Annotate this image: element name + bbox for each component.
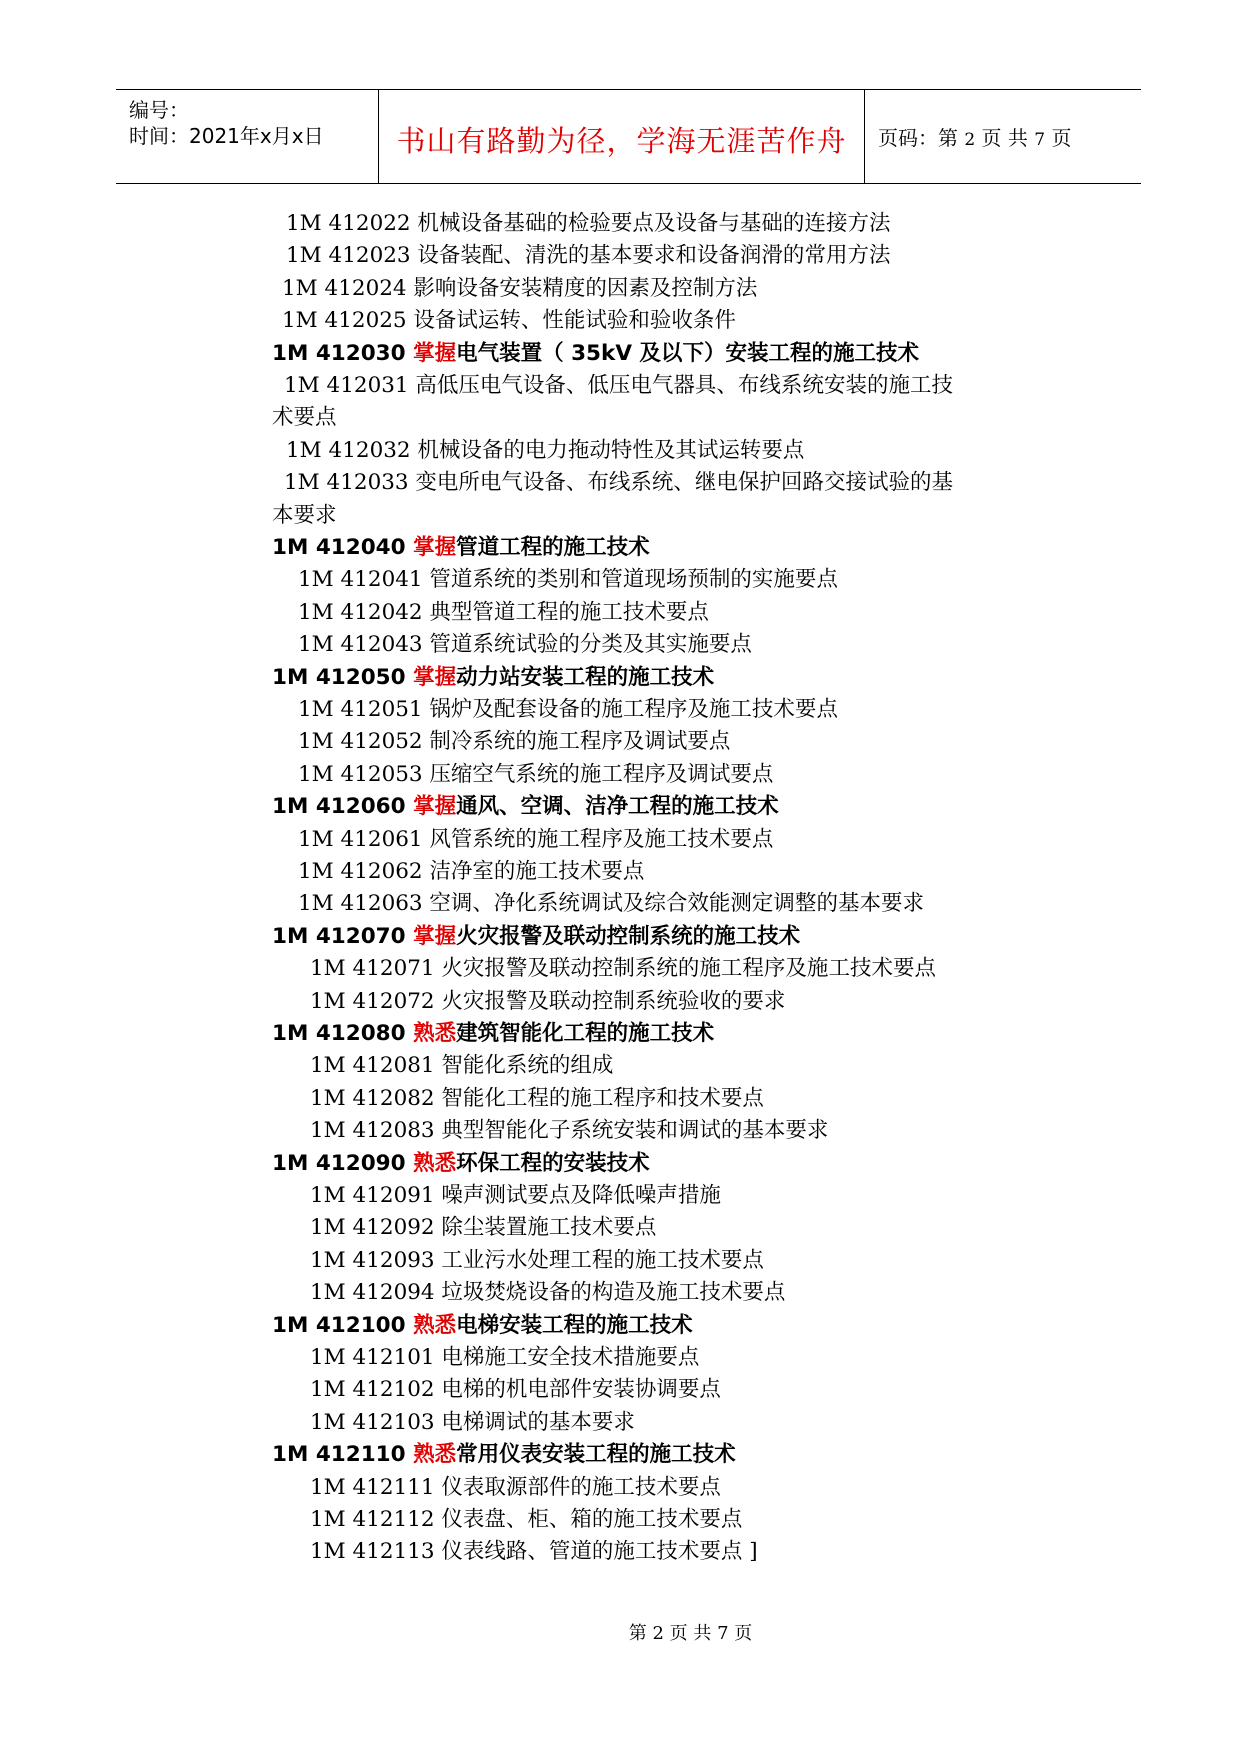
section-heading <box>272 1442 736 1468</box>
outline-item: 1M 412101 电梯施工安全技术措施要点 <box>310 1345 700 1370</box>
outline-item: 1M 412093 工业污水处理工程的施工技术要点 <box>310 1247 764 1273</box>
outline-item: 1M 412061 风管系统的施工程序及施工技术要点 <box>298 826 774 852</box>
outline-item: 1M 412102 电梯的机电部件安装协调要点 <box>310 1377 721 1403</box>
outline-item: 1M 412042 典型管道工程的施工技术要点 <box>298 599 709 625</box>
section-code: 1M 412060 <box>272 794 414 820</box>
section-title: 电梯安装工程的施工技术 <box>456 1312 693 1338</box>
page-current: 2 <box>964 130 976 150</box>
page-footer: 第 2 页 共 7 页 <box>628 1623 753 1644</box>
section-heading <box>272 1021 714 1047</box>
mastery-level: 熟悉 <box>413 1150 457 1176</box>
outline-item: 1M 412043 管道系统试验的分类及其实施要点 <box>298 632 752 658</box>
page-mid: 页 共 <box>981 126 1028 150</box>
mastery-level: 熟悉 <box>413 1312 457 1338</box>
section-heading <box>272 665 714 691</box>
outline-item: 1M 412033 变电所电气设备、布线系统、继电保护回路交接试验的基 <box>284 470 953 496</box>
mastery-level: 掌握 <box>413 664 457 690</box>
section-heading <box>272 535 650 561</box>
section-title: 建筑智能化工程的施工技术 <box>456 1021 715 1046</box>
outline-item: 1M 412052 制冷系统的施工程序及调试要点 <box>298 729 731 755</box>
section-code: 1M 412100 <box>272 1312 414 1338</box>
section-code: 1M 412050 <box>272 664 414 690</box>
outline-item: 1M 412081 智能化系统的组成 <box>310 1053 614 1079</box>
section-code: 1M 412090 <box>272 1150 414 1176</box>
header-page-indicator <box>878 122 1071 151</box>
section-title: 动力站安装工程的施工技术 <box>456 664 715 690</box>
outline-item: 1M 412031 高低压电气设备、低压电气器具、布线系统安装的施工技 <box>284 373 953 398</box>
outline-item: 本要求 <box>272 502 337 528</box>
outline-item: 1M 412091 噪声测试要点及降低噪声措施 <box>310 1183 721 1208</box>
section-title: 通风、空调、洁净工程的施工技术 <box>456 794 779 820</box>
section-title: 环保工程的安装技术 <box>456 1150 650 1176</box>
section-code: 1M 412110 <box>272 1442 414 1468</box>
section-heading <box>272 794 779 820</box>
outline-item: 1M 412062 洁净室的施工技术要点 <box>298 859 645 884</box>
outline-item: 1M 412082 智能化工程的施工程序和技术要点 <box>310 1085 764 1111</box>
section-heading <box>272 1313 693 1339</box>
outline-item: 1M 412113 仪表线路、管道的施工技术要点 ] <box>310 1539 758 1565</box>
document-time-label: 时间：2021年x月x日 <box>129 124 324 148</box>
outline-item: 1M 412063 空调、净化系统调试及综合效能测定调整的基本要求 <box>298 891 924 917</box>
section-code: 1M 412040 <box>272 535 414 560</box>
header-motto-cell <box>378 90 865 183</box>
mastery-level: 熟悉 <box>413 1442 457 1468</box>
section-code: 1M 412080 <box>272 1021 414 1046</box>
outline-item: 1M 412022 机械设备基础的检验要点及设备与基础的连接方法 <box>286 211 891 236</box>
page-suffix: 页 <box>1051 126 1072 150</box>
header-page-cell <box>864 90 1141 183</box>
outline-item: 1M 412092 除尘装置施工技术要点 <box>310 1215 657 1241</box>
mastery-level: 掌握 <box>413 923 457 949</box>
outline-item: 1M 412023 设备装配、清洗的基本要求和设备润滑的常用方法 <box>286 243 891 269</box>
mastery-level: 熟悉 <box>413 1021 457 1046</box>
section-title: 常用仪表安装工程的施工技术 <box>456 1442 736 1468</box>
header-left-cell <box>116 90 378 183</box>
outline-item: 1M 412103 电梯调试的基本要求 <box>310 1409 635 1435</box>
mastery-level: 掌握 <box>413 535 457 560</box>
section-code: 1M 412030 <box>272 340 414 366</box>
outline-item: 1M 412024 影响设备安装精度的因素及控制方法 <box>282 275 758 301</box>
document-header <box>116 89 1141 184</box>
outline-item: 1M 412041 管道系统的类别和管道现场预制的实施要点 <box>298 567 838 593</box>
section-code: 1M 412070 <box>272 923 414 949</box>
outline-item: 1M 412025 设备试运转、性能试验和验收条件 <box>282 308 736 334</box>
section-title: 火灾报警及联动控制系统的施工技术 <box>456 923 801 949</box>
section-title: 管道工程的施工技术 <box>456 535 650 560</box>
outline-item: 术要点 <box>272 405 337 431</box>
section-heading <box>272 1151 650 1177</box>
outline-item: 1M 412072 火灾报警及联动控制系统验收的要求 <box>310 988 786 1014</box>
outline-item: 1M 412112 仪表盘、柜、箱的施工技术要点 <box>310 1507 743 1532</box>
outline-item: 1M 412083 典型智能化子系统安装和调试的基本要求 <box>310 1118 829 1144</box>
header-motto: 书山有路勤为径，学海无涯苦作舟 <box>396 124 847 158</box>
outline-item: 1M 412032 机械设备的电力拖动特性及其试运转要点 <box>286 437 805 463</box>
section-heading <box>272 341 919 367</box>
mastery-level: 掌握 <box>413 794 457 820</box>
section-title: 电气装置（ 35kV 及以下）安装工程的施工技术 <box>456 340 919 366</box>
outline-item: 1M 412053 压缩空气系统的施工程序及调试要点 <box>298 761 774 787</box>
page-total: 7 <box>1034 130 1046 150</box>
section-heading <box>272 924 800 950</box>
outline-item: 1M 412071 火灾报警及联动控制系统的施工程序及施工技术要点 <box>310 956 936 982</box>
document-number-label: 编号： <box>129 98 189 122</box>
outline-item: 1M 412094 垃圾焚烧设备的构造及施工技术要点 <box>310 1280 786 1306</box>
page-prefix: 页码：第 <box>878 126 958 150</box>
outline-item: 1M 412051 锅炉及配套设备的施工程序及施工技术要点 <box>298 697 838 722</box>
outline-item: 1M 412111 仪表取源部件的施工技术要点 <box>310 1474 721 1500</box>
mastery-level: 掌握 <box>413 340 457 366</box>
